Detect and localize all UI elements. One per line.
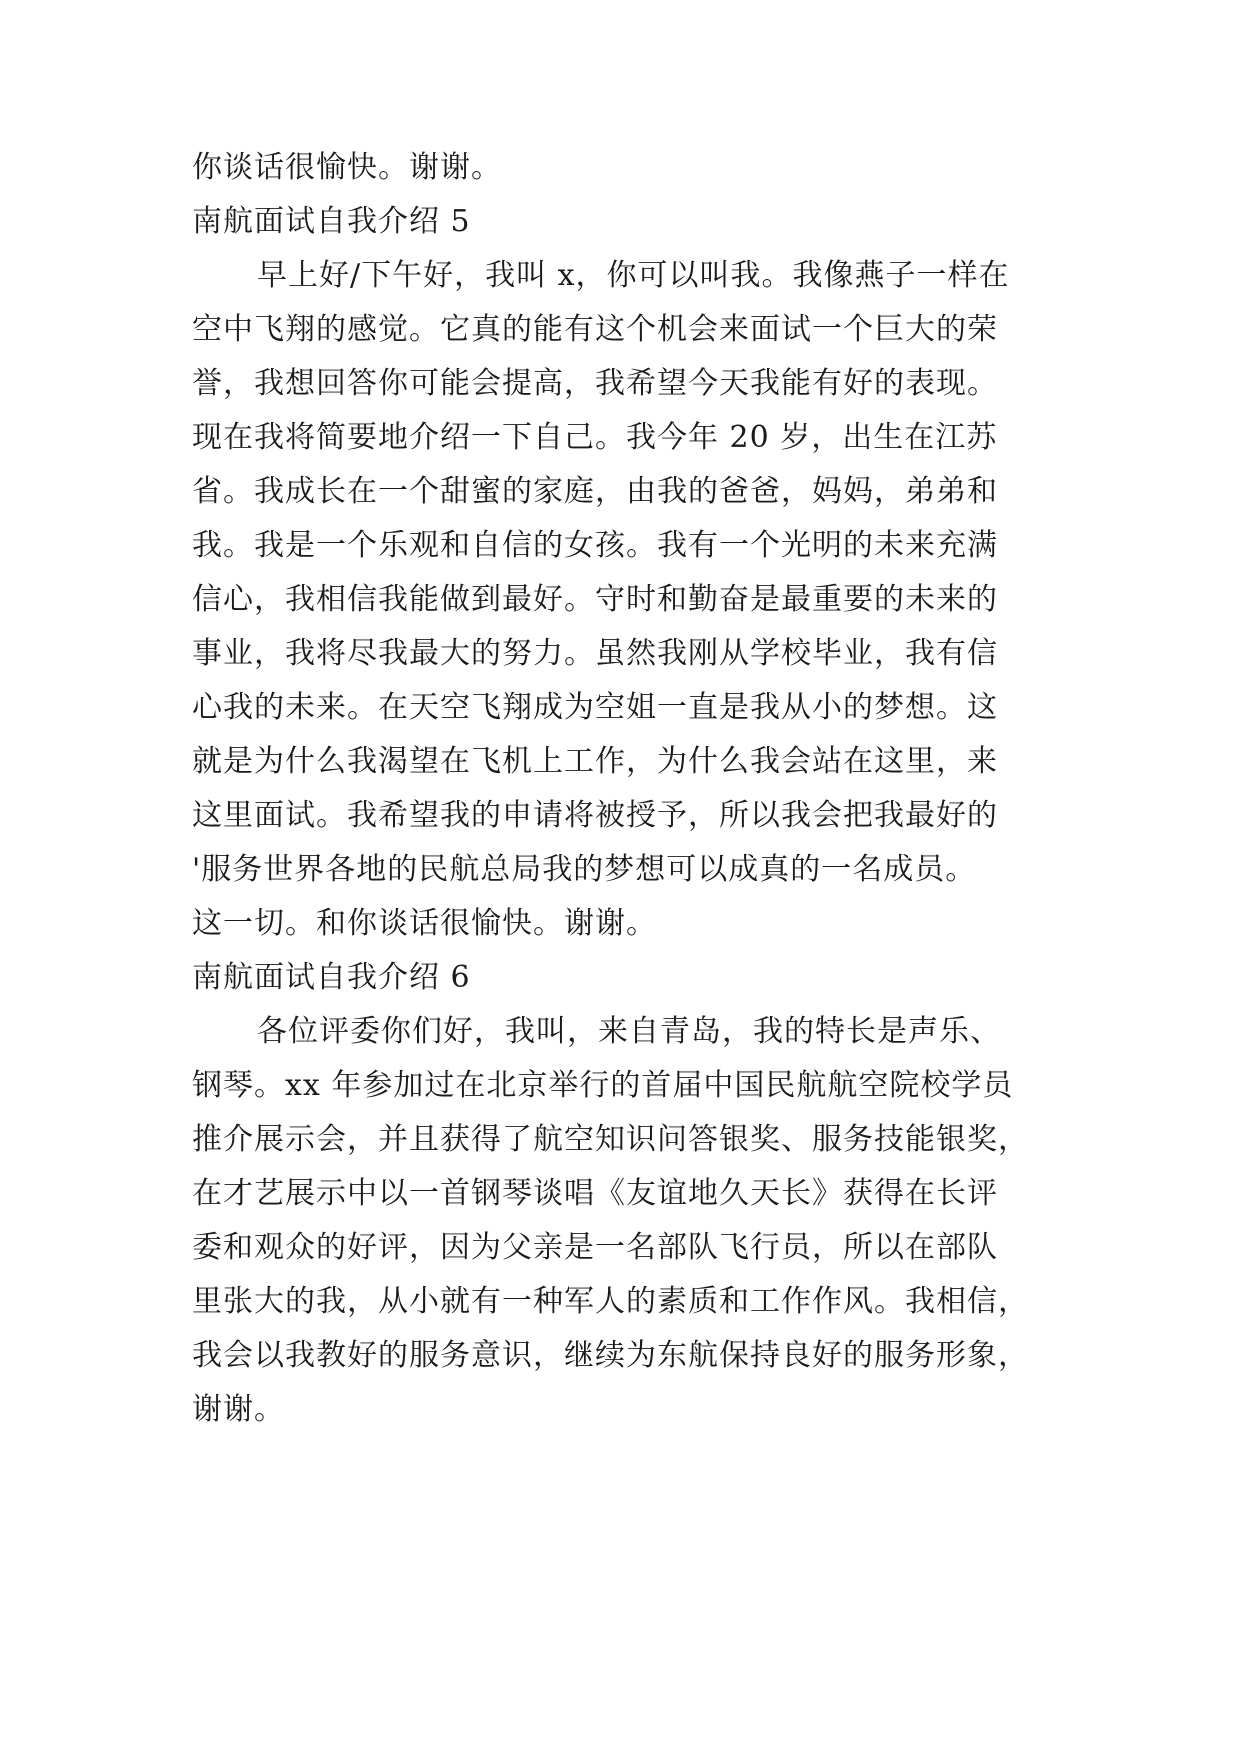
section-heading: 南航面试自我介绍 6 bbox=[192, 960, 471, 995]
text-line: 信心，我相信我能做到最好。守时和勤奋是最重要的未来的 bbox=[192, 582, 998, 617]
paragraph-first-line: 早上好/下午好，我叫 x，你可以叫我。我像燕子一样在 bbox=[257, 258, 1010, 293]
text-line: 誉，我想回答你可能会提高，我希望今天我能有好的表现。 bbox=[192, 366, 998, 401]
text-line: 谢谢。 bbox=[192, 1392, 285, 1427]
text-line: 你谈话很愉快。谢谢。 bbox=[192, 150, 502, 185]
text-line: 里张大的我，从小就有一种军人的素质和工作作风。我相信， bbox=[192, 1284, 1029, 1319]
text-line: 省。我成长在一个甜蜜的家庭，由我的爸爸，妈妈，弟弟和 bbox=[192, 474, 998, 509]
text-line: 这里面试。我希望我的申请将被授予，所以我会把我最好的 bbox=[192, 798, 998, 833]
text-line: 委和观众的好评，因为父亲是一名部队飞行员，所以在部队 bbox=[192, 1230, 998, 1265]
text-line: 我会以我教好的服务意识，继续为东航保持良好的服务形象， bbox=[192, 1338, 1029, 1373]
text-line: 事业，我将尽我最大的努力。虽然我刚从学校毕业，我有信 bbox=[192, 636, 998, 671]
paragraph-first-line: 各位评委你们好，我叫，来自青岛，我的特长是声乐、 bbox=[257, 1014, 1001, 1049]
text-line: 现在我将简要地介绍一下自己。我今年 20 岁，出生在江苏 bbox=[192, 420, 998, 455]
text-line: 心我的未来。在天空飞翔成为空姐一直是我从小的梦想。这 bbox=[192, 690, 998, 725]
text-line: 空中飞翔的感觉。它真的能有这个机会来面试一个巨大的荣 bbox=[192, 312, 998, 347]
text-line: 就是为什么我渴望在飞机上工作，为什么我会站在这里，来 bbox=[192, 744, 998, 779]
text-line: 推介展示会，并且获得了航空知识问答银奖、服务技能银奖， bbox=[192, 1122, 1029, 1157]
text-line: 这一切。和你谈话很愉快。谢谢。 bbox=[192, 906, 657, 941]
text-line: 在才艺展示中以一首钢琴谈唱《友谊地久天长》获得在长评 bbox=[192, 1176, 998, 1211]
text-line: 我。我是一个乐观和自信的女孩。我有一个光明的未来充满 bbox=[192, 528, 998, 563]
text-line: '服务世界各地的民航总局我的梦想可以成真的一名成员。 bbox=[192, 852, 977, 887]
text-line: 钢琴。xx 年参加过在北京举行的首届中国民航航空院校学员 bbox=[192, 1068, 1014, 1103]
section-heading: 南航面试自我介绍 5 bbox=[192, 204, 471, 239]
